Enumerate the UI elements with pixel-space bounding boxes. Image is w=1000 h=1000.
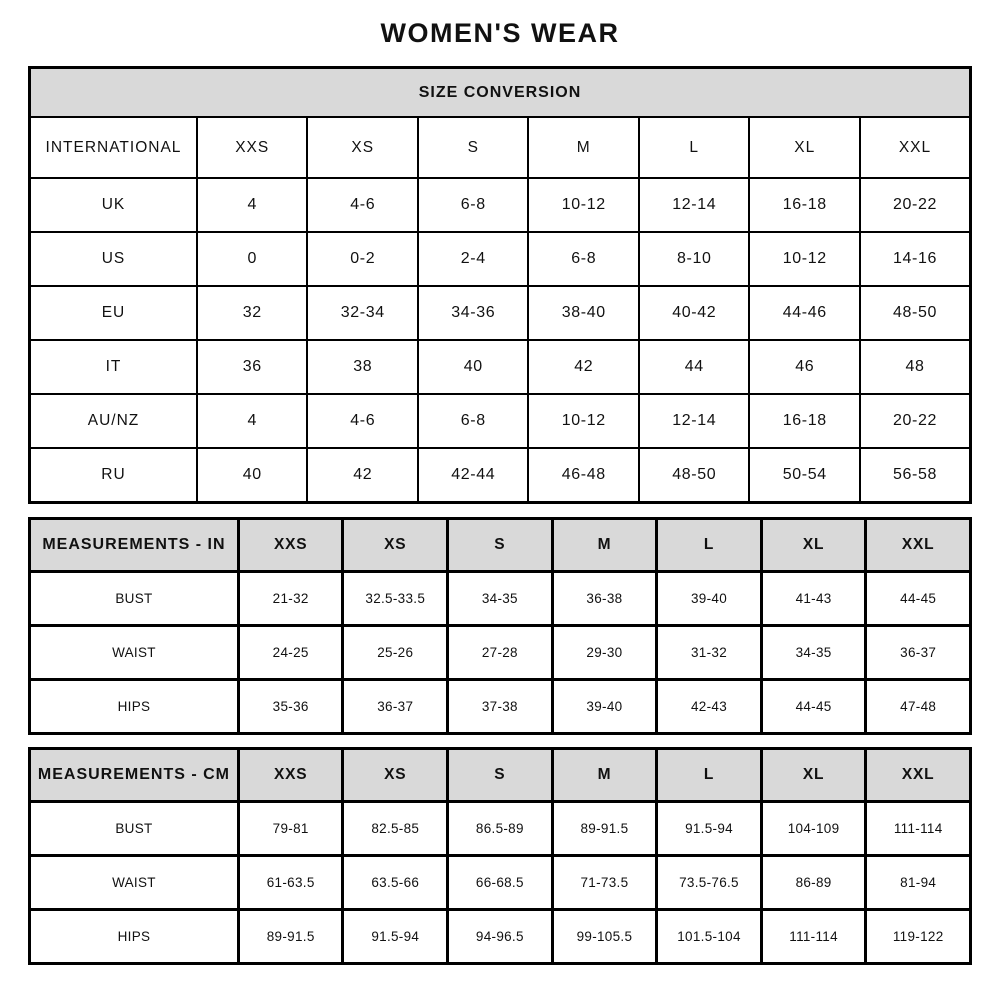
value-cell: 99-105.5 bbox=[552, 910, 657, 964]
page-title: WOMEN'S WEAR bbox=[380, 18, 620, 48]
row-label-cell: HIPS bbox=[30, 680, 239, 734]
value-cell: 40 bbox=[197, 448, 308, 503]
column-header-cell: XXS bbox=[238, 749, 343, 802]
value-cell: 10-12 bbox=[528, 178, 639, 232]
column-header-cell: XL bbox=[761, 749, 866, 802]
table-row bbox=[30, 626, 971, 680]
value-cell: 0-2 bbox=[307, 232, 418, 286]
value-cell: 44-45 bbox=[866, 572, 971, 626]
value-cell: 32.5-33.5 bbox=[343, 572, 448, 626]
value-cell: 48 bbox=[860, 340, 971, 394]
value-cell: 48-50 bbox=[639, 448, 750, 503]
value-cell: 119-122 bbox=[866, 910, 971, 964]
value-cell: 6-8 bbox=[418, 394, 529, 448]
column-header-cell: S bbox=[448, 519, 553, 572]
table-row bbox=[30, 232, 971, 286]
value-cell: 40 bbox=[418, 340, 529, 394]
row-label-cell: BUST bbox=[30, 802, 239, 856]
value-cell: 39-40 bbox=[552, 680, 657, 734]
column-header-cell: S bbox=[418, 117, 529, 178]
value-cell: 4 bbox=[197, 178, 308, 232]
row-label-cell: AU/NZ bbox=[30, 394, 197, 448]
value-cell: 24-25 bbox=[238, 626, 343, 680]
table-title-row bbox=[30, 68, 971, 118]
measurements-cm-body bbox=[30, 749, 971, 964]
row-label-cell: US bbox=[30, 232, 197, 286]
table-row bbox=[30, 178, 971, 232]
value-cell: 36-37 bbox=[343, 680, 448, 734]
value-cell: 44-45 bbox=[761, 680, 866, 734]
value-cell: 8-10 bbox=[639, 232, 750, 286]
corner-header-cell: MEASUREMENTS - CM bbox=[30, 749, 239, 802]
value-cell: 44 bbox=[639, 340, 750, 394]
value-cell: 31-32 bbox=[657, 626, 762, 680]
value-cell: 48-50 bbox=[860, 286, 971, 340]
column-header-cell: XXL bbox=[860, 117, 971, 178]
column-header-cell: XS bbox=[343, 519, 448, 572]
value-cell: 42 bbox=[307, 448, 418, 503]
value-cell: 10-12 bbox=[749, 232, 860, 286]
value-cell: 42-43 bbox=[657, 680, 762, 734]
column-header-cell: XS bbox=[343, 749, 448, 802]
value-cell: 61-63.5 bbox=[238, 856, 343, 910]
value-cell: 47-48 bbox=[866, 680, 971, 734]
value-cell: 38-40 bbox=[528, 286, 639, 340]
table-row bbox=[30, 340, 971, 394]
row-label-cell: BUST bbox=[30, 572, 239, 626]
value-cell: 46 bbox=[749, 340, 860, 394]
value-cell: 89-91.5 bbox=[238, 910, 343, 964]
column-header-cell: M bbox=[552, 519, 657, 572]
value-cell: 16-18 bbox=[749, 178, 860, 232]
column-header-row bbox=[30, 749, 971, 802]
column-header-cell: S bbox=[448, 749, 553, 802]
column-header-cell: M bbox=[552, 749, 657, 802]
value-cell: 101.5-104 bbox=[657, 910, 762, 964]
value-cell: 86-89 bbox=[761, 856, 866, 910]
value-cell: 35-36 bbox=[238, 680, 343, 734]
value-cell: 0 bbox=[197, 232, 308, 286]
table-row bbox=[30, 680, 971, 734]
value-cell: 6-8 bbox=[418, 178, 529, 232]
value-cell: 2-4 bbox=[418, 232, 529, 286]
value-cell: 14-16 bbox=[860, 232, 971, 286]
value-cell: 71-73.5 bbox=[552, 856, 657, 910]
row-label-cell: HIPS bbox=[30, 910, 239, 964]
value-cell: 29-30 bbox=[552, 626, 657, 680]
column-header-cell: M bbox=[528, 117, 639, 178]
value-cell: 21-32 bbox=[238, 572, 343, 626]
value-cell: 16-18 bbox=[749, 394, 860, 448]
size-conversion-body bbox=[30, 68, 971, 503]
value-cell: 42 bbox=[528, 340, 639, 394]
column-header-row bbox=[30, 519, 971, 572]
column-header-cell: L bbox=[639, 117, 750, 178]
value-cell: 32 bbox=[197, 286, 308, 340]
value-cell: 50-54 bbox=[749, 448, 860, 503]
value-cell: 12-14 bbox=[639, 394, 750, 448]
corner-header-cell: INTERNATIONAL bbox=[30, 117, 197, 178]
size_conversion-title: SIZE CONVERSION bbox=[30, 68, 971, 118]
column-header-cell: L bbox=[657, 519, 762, 572]
value-cell: 37-38 bbox=[448, 680, 553, 734]
measurements-in-table bbox=[28, 517, 972, 735]
value-cell: 32-34 bbox=[307, 286, 418, 340]
row-label-cell: UK bbox=[30, 178, 197, 232]
value-cell: 4 bbox=[197, 394, 308, 448]
value-cell: 34-35 bbox=[761, 626, 866, 680]
column-header-cell: L bbox=[657, 749, 762, 802]
value-cell: 66-68.5 bbox=[448, 856, 553, 910]
value-cell: 36-38 bbox=[552, 572, 657, 626]
table-row bbox=[30, 572, 971, 626]
value-cell: 111-114 bbox=[866, 802, 971, 856]
row-label-cell: RU bbox=[30, 448, 197, 503]
value-cell: 81-94 bbox=[866, 856, 971, 910]
value-cell: 56-58 bbox=[860, 448, 971, 503]
value-cell: 27-28 bbox=[448, 626, 553, 680]
column-header-row bbox=[30, 117, 971, 178]
column-header-cell: XXS bbox=[238, 519, 343, 572]
value-cell: 86.5-89 bbox=[448, 802, 553, 856]
value-cell: 20-22 bbox=[860, 394, 971, 448]
corner-header-cell: MEASUREMENTS - IN bbox=[30, 519, 239, 572]
value-cell: 36-37 bbox=[866, 626, 971, 680]
value-cell: 4-6 bbox=[307, 178, 418, 232]
row-label-cell: WAIST bbox=[30, 626, 239, 680]
value-cell: 91.5-94 bbox=[657, 802, 762, 856]
value-cell: 25-26 bbox=[343, 626, 448, 680]
value-cell: 82.5-85 bbox=[343, 802, 448, 856]
value-cell: 34-36 bbox=[418, 286, 529, 340]
value-cell: 41-43 bbox=[761, 572, 866, 626]
table-row bbox=[30, 856, 971, 910]
table-row bbox=[30, 286, 971, 340]
column-header-cell: XS bbox=[307, 117, 418, 178]
value-cell: 39-40 bbox=[657, 572, 762, 626]
value-cell: 79-81 bbox=[238, 802, 343, 856]
value-cell: 46-48 bbox=[528, 448, 639, 503]
row-label-cell: EU bbox=[30, 286, 197, 340]
value-cell: 91.5-94 bbox=[343, 910, 448, 964]
value-cell: 73.5-76.5 bbox=[657, 856, 762, 910]
size-conversion-table bbox=[28, 66, 972, 504]
column-header-cell: XL bbox=[749, 117, 860, 178]
value-cell: 6-8 bbox=[528, 232, 639, 286]
value-cell: 12-14 bbox=[639, 178, 750, 232]
value-cell: 10-12 bbox=[528, 394, 639, 448]
row-label-cell: WAIST bbox=[30, 856, 239, 910]
table-row bbox=[30, 394, 971, 448]
value-cell: 4-6 bbox=[307, 394, 418, 448]
value-cell: 38 bbox=[307, 340, 418, 394]
row-label-cell: IT bbox=[30, 340, 197, 394]
value-cell: 89-91.5 bbox=[552, 802, 657, 856]
value-cell: 36 bbox=[197, 340, 308, 394]
table-row bbox=[30, 910, 971, 964]
value-cell: 44-46 bbox=[749, 286, 860, 340]
value-cell: 42-44 bbox=[418, 448, 529, 503]
measurements-cm-table bbox=[28, 747, 972, 965]
measurements-in-body bbox=[30, 519, 971, 734]
table-row bbox=[30, 802, 971, 856]
column-header-cell: XXS bbox=[197, 117, 308, 178]
value-cell: 104-109 bbox=[761, 802, 866, 856]
column-header-cell: XXL bbox=[866, 749, 971, 802]
value-cell: 111-114 bbox=[761, 910, 866, 964]
value-cell: 94-96.5 bbox=[448, 910, 553, 964]
column-header-cell: XXL bbox=[866, 519, 971, 572]
value-cell: 63.5-66 bbox=[343, 856, 448, 910]
value-cell: 34-35 bbox=[448, 572, 553, 626]
column-header-cell: XL bbox=[761, 519, 866, 572]
value-cell: 40-42 bbox=[639, 286, 750, 340]
value-cell: 20-22 bbox=[860, 178, 971, 232]
table-row bbox=[30, 448, 971, 503]
